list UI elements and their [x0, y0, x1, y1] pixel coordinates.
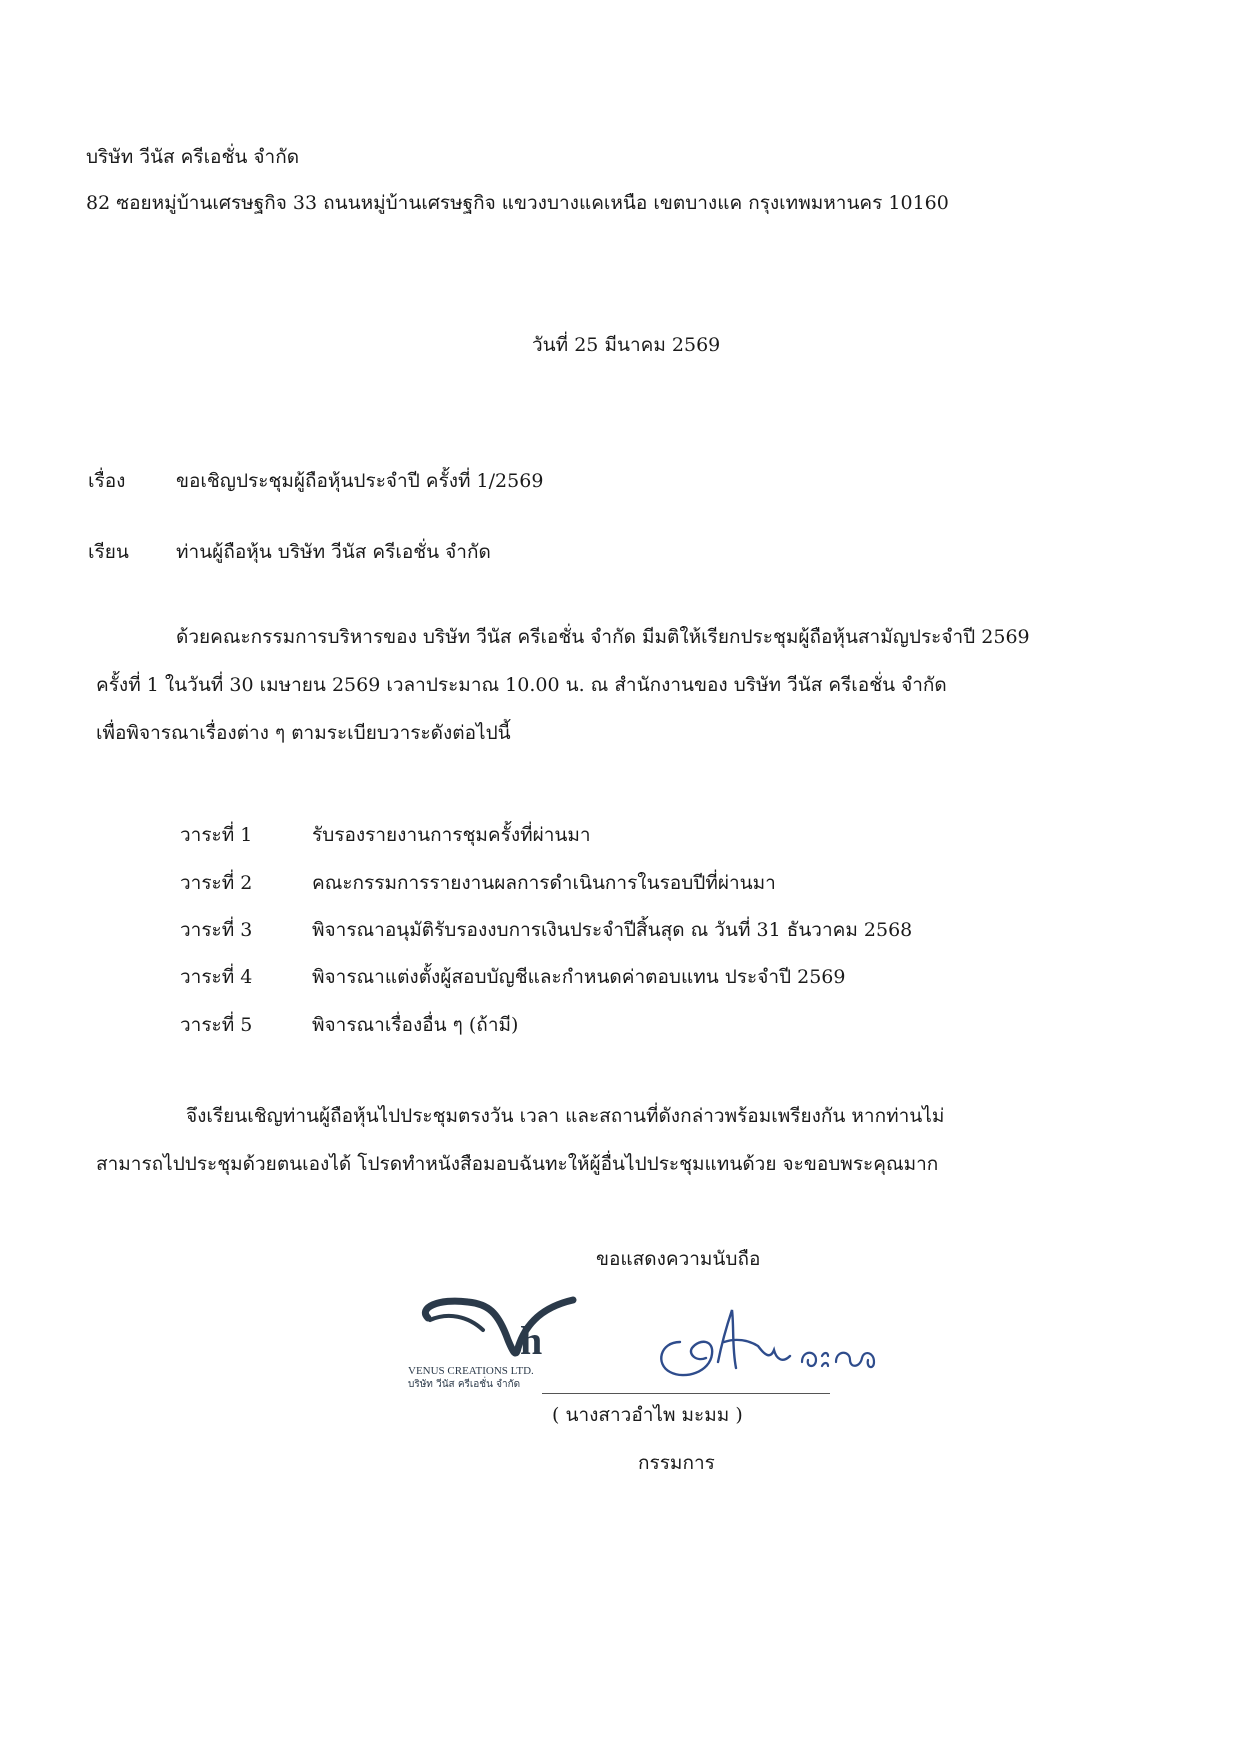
agenda-item: พิจารณาอนุมัติรับรองงบการเงินประจำปีสิ้นสุด ณ วันที่ 31 ธันวาคม 2568 — [312, 919, 913, 941]
closing-regards: ขอแสดงความนับถือ — [596, 1248, 761, 1270]
agenda-number: วาระที่ 1 — [180, 824, 253, 846]
subject-text: ขอเชิญประชุมผู้ถือหุ้นประจำปี ครั้งที่ 1/2569 — [176, 470, 544, 492]
agenda-number: วาระที่ 4 — [180, 966, 253, 988]
agenda-number: วาระที่ 5 — [180, 1014, 253, 1036]
company-logo — [408, 1290, 588, 1390]
paragraph-line: สามารถไปประชุมด้วยตนเองได้ โปรดทำหนังสือมอบฉันทะให้ผู้อื่นไปประชุมแทนด้วย จะขอบพระคุณมาก — [96, 1153, 939, 1175]
subject-label: เรื่อง — [88, 470, 126, 492]
company-name: บริษัท วีนัส ครีเอชั่น จำกัด — [86, 146, 300, 168]
agenda-number: วาระที่ 3 — [180, 919, 253, 941]
signature — [640, 1302, 900, 1392]
paragraph-line: ครั้งที่ 1 ในวันที่ 30 เมษายน 2569 เวลาประมาณ 10.00 น. ณ สำนักงานของ บริษัท วีนัส ครีเอชั่น จำกัด — [96, 674, 947, 696]
signatory-name: ( นางสาวอำไพ มะมม ) — [552, 1404, 743, 1426]
logo-text-th: บริษัท วีนัส ครีเอชั่น จำกัด — [408, 1379, 521, 1390]
paragraph-line: เพื่อพิจารณาเรื่องต่าง ๆ ตามระเบียบวาระดังต่อไปนี้ — [96, 722, 511, 744]
agenda-item: คณะกรรมการรายงานผลการดำเนินการในรอบปีที่ผ่านมา — [312, 872, 776, 894]
agenda-number: วาระที่ 2 — [180, 872, 253, 894]
agenda-item: พิจารณาแต่งตั้งผู้สอบบัญชีและกำหนดค่าตอบแทน ประจำปี 2569 — [312, 966, 846, 988]
paragraph-line: จึงเรียนเชิญท่านผู้ถือหุ้นไปประชุมตรงวัน เวลา และสถานที่ดังกล่าวพร้อมเพรียงกัน หากท่านไม่ — [186, 1105, 945, 1127]
signature-line — [542, 1393, 830, 1394]
recipient-label: เรียน — [88, 541, 129, 563]
signatory-title: กรรมการ — [638, 1452, 715, 1474]
letter-date: วันที่ 25 มีนาคม 2569 — [532, 334, 721, 356]
company-address: 82 ซอยหมู่บ้านเศรษฐกิจ 33 ถนนหมู่บ้านเศรษฐกิจ แขวงบางแคเหนือ เขตบางแค กรุงเทพมหานคร 10160 — [86, 192, 949, 214]
agenda-item: พิจารณาเรื่องอื่น ๆ (ถ้ามี) — [312, 1014, 519, 1036]
agenda-item: รับรองรายงานการชุมครั้งที่ผ่านมา — [312, 824, 591, 846]
paragraph-line: ด้วยคณะกรรมการบริหารของ บริษัท วีนัส ครีเอชั่น จำกัด มีมติให้เรียกประชุมผู้ถือหุ้นสามัญประจำปี 2569 — [176, 626, 1030, 648]
svg-text:h: h — [520, 1318, 543, 1363]
logo-text-en: VENUS CREATIONS LTD. — [408, 1365, 534, 1377]
recipient-text: ท่านผู้ถือหุ้น บริษัท วีนัส ครีเอชั่น จำกัด — [176, 541, 491, 563]
